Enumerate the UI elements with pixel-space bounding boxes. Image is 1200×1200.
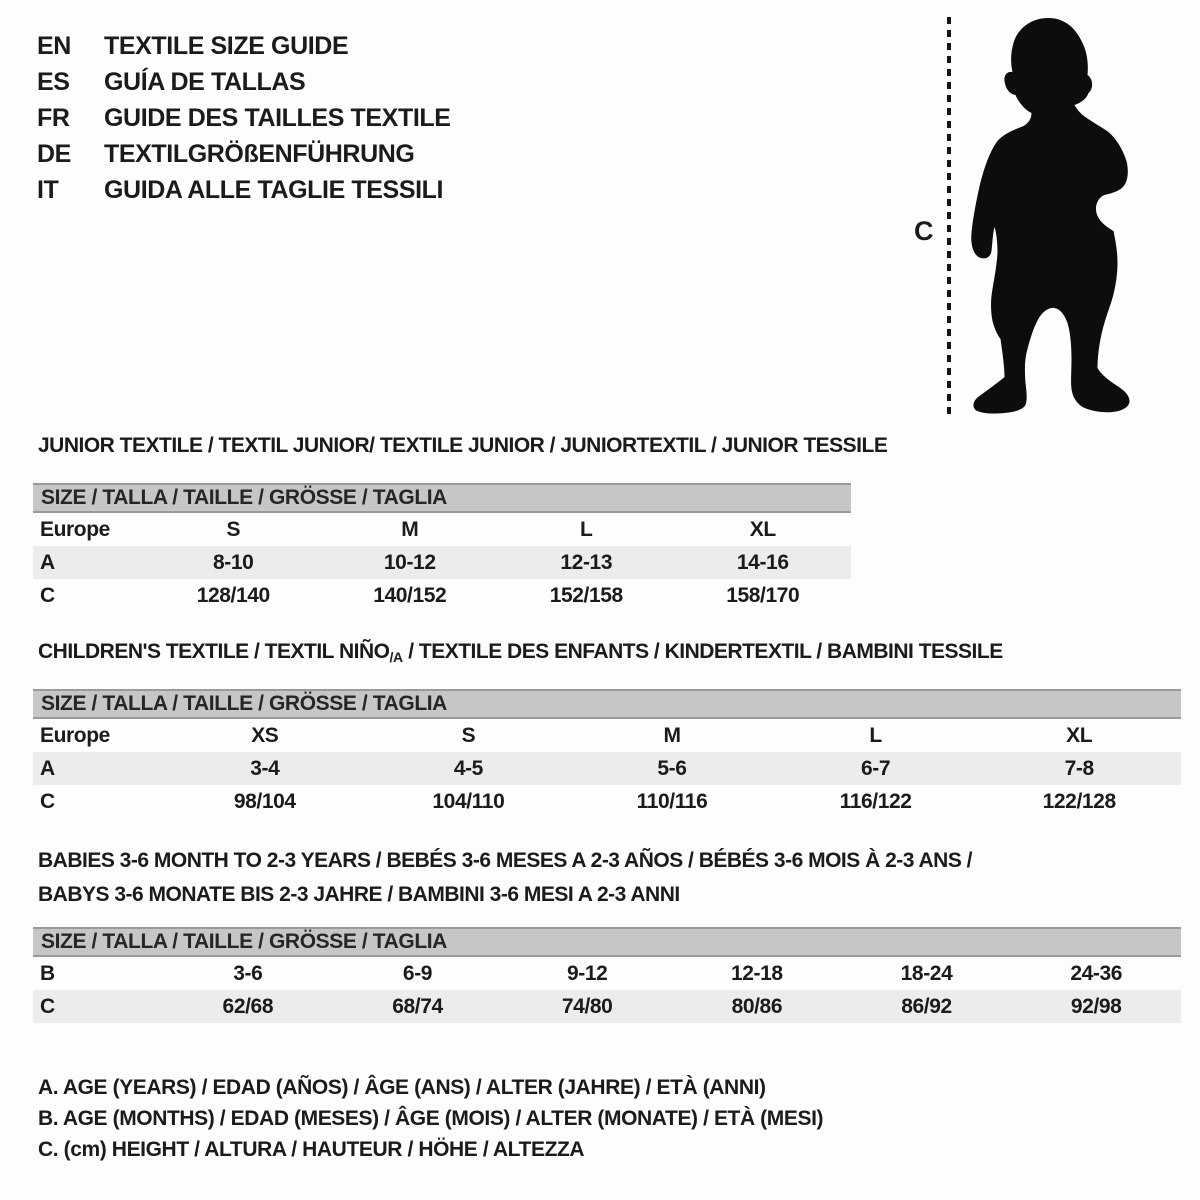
children-size-table [33, 689, 1181, 818]
age-cell: 18-24 [900, 961, 953, 985]
babies-section-title-line1: BABIES 3-6 MONTH TO 2-3 YEARS / BEBÉS 3-6 MESES A 2-3 AÑOS / BÉBÉS 3-6 MOIS À 2-3 ANS / [38, 849, 973, 872]
size-cell: XS [251, 723, 279, 747]
age-cell: 10-12 [383, 550, 436, 574]
size-cell: XL [749, 517, 776, 541]
table-row-height [33, 990, 1181, 1023]
language-row-de [37, 136, 451, 172]
age-cell: 12-13 [560, 550, 613, 574]
language-title-list [37, 28, 451, 208]
height-cell: 128/140 [196, 583, 270, 607]
size-cell: S [461, 723, 476, 747]
junior-section-title: JUNIOR TEXTILE / TEXTIL JUNIOR/ TEXTILE JUNIOR / JUNIORTEXTIL / JUNIOR TESSILE [38, 434, 888, 457]
height-measure-dashed-line [947, 17, 951, 416]
language-row-es [37, 64, 451, 100]
row-label: Europe [40, 723, 110, 747]
language-code: ES [37, 67, 70, 96]
height-cell: 92/98 [1070, 994, 1122, 1018]
children-table-size-header: SIZE / TALLA / TAILLE / GRÖSSE / TAGLIA [33, 689, 1181, 719]
age-cell: 4-5 [453, 756, 483, 780]
size-cell: L [869, 723, 882, 747]
height-cell: 86/92 [901, 994, 952, 1018]
row-label: C [40, 994, 55, 1018]
language-code: EN [37, 31, 71, 60]
children-title-suffix: / TEXTILE DES ENFANTS / KINDERTEXTIL / BAMBINI TESSILE [402, 640, 1003, 663]
guide-title-es: GUÍA DE TALLAS [104, 67, 306, 96]
babies-section-title-line2: BABYS 3-6 MONATE BIS 2-3 JAHRE / BAMBINI 3-6 MESI A 2-3 ANNI [38, 883, 680, 906]
row-label: A [40, 756, 55, 780]
height-cell: 140/152 [373, 583, 447, 607]
junior-table-size-header: SIZE / TALLA / TAILLE / GRÖSSE / TAGLIA [33, 483, 851, 513]
babies-table-size-header: SIZE / TALLA / TAILLE / GRÖSSE / TAGLIA [33, 927, 1181, 957]
guide-title-fr: GUIDE DES TAILLES TEXTILE [104, 103, 451, 132]
children-section-title [38, 640, 1003, 664]
row-label: C [40, 789, 55, 813]
language-code: DE [37, 139, 71, 168]
height-cell: 116/122 [839, 789, 912, 813]
height-cell: 62/68 [222, 994, 274, 1018]
age-cell: 14-16 [736, 550, 789, 574]
junior-size-table [33, 483, 851, 612]
height-cell: 122/128 [1042, 789, 1116, 813]
height-measure-label: C [914, 216, 934, 246]
row-label: C [40, 583, 55, 607]
height-cell: 110/116 [636, 789, 708, 813]
guide-title-it: GUIDA ALLE TAGLIE TESSILI [104, 175, 444, 204]
height-cell: 104/110 [432, 789, 505, 813]
age-cell: 24-36 [1070, 961, 1123, 985]
size-cell: S [226, 517, 241, 541]
age-cell: 9-12 [566, 961, 608, 985]
children-title-prefix: CHILDREN'S TEXTILE / TEXTIL NIÑO [38, 640, 390, 663]
height-cell: 68/74 [392, 994, 443, 1018]
legend-line-a: A. AGE (YEARS) / EDAD (AÑOS) / ÂGE (ANS) / ALTER (JAHRE) / ETÀ (ANNI) [38, 1076, 766, 1099]
guide-title-de: TEXTILGRÖßENFÜHRUNG [104, 139, 415, 168]
age-cell: 5-6 [657, 756, 687, 780]
language-code: FR [37, 103, 70, 132]
table-row-age [33, 546, 851, 579]
size-cell: L [580, 517, 593, 541]
table-row-height [33, 785, 1181, 818]
children-title-subscript: /A [389, 649, 403, 665]
age-cell: 7-8 [1064, 756, 1094, 780]
row-label: A [40, 550, 55, 574]
size-cell: XL [1066, 723, 1093, 747]
language-row-it [37, 172, 451, 208]
table-row-europe [33, 513, 851, 546]
height-cell: 74/80 [561, 994, 613, 1018]
footnote-legend [38, 1072, 823, 1165]
age-cell: 12-18 [730, 961, 783, 985]
toddler-silhouette-icon [970, 15, 1135, 415]
guide-title-en: TEXTILE SIZE GUIDE [104, 31, 349, 60]
age-cell: 3-6 [233, 961, 263, 985]
legend-line-b: B. AGE (MONTHS) / EDAD (MESES) / ÂGE (MOIS) / ALTER (MONATE) / ETÀ (MESI) [38, 1107, 824, 1130]
size-cell: M [663, 723, 681, 747]
table-row-europe [33, 719, 1181, 752]
table-row-height [33, 579, 851, 612]
babies-size-table [33, 927, 1181, 1023]
age-cell: 6-9 [402, 961, 433, 985]
row-label: Europe [40, 517, 110, 541]
language-row-en [37, 28, 451, 64]
table-row-age-months [33, 957, 1181, 990]
height-cell: 158/170 [726, 583, 800, 607]
age-cell: 6-7 [861, 756, 891, 780]
age-cell: 3-4 [250, 756, 280, 780]
table-row-age [33, 752, 1181, 785]
row-label: B [40, 961, 55, 985]
height-cell: 152/158 [549, 583, 623, 607]
language-row-fr [37, 100, 451, 136]
height-cell: 80/86 [731, 994, 783, 1018]
age-cell: 8-10 [213, 550, 254, 574]
legend-line-c: C. (cm) HEIGHT / ALTURA / HAUTEUR / HÖHE / ALTEZZA [38, 1138, 585, 1161]
size-cell: M [401, 517, 419, 541]
language-code: IT [37, 175, 59, 204]
height-cell: 98/104 [233, 789, 296, 813]
